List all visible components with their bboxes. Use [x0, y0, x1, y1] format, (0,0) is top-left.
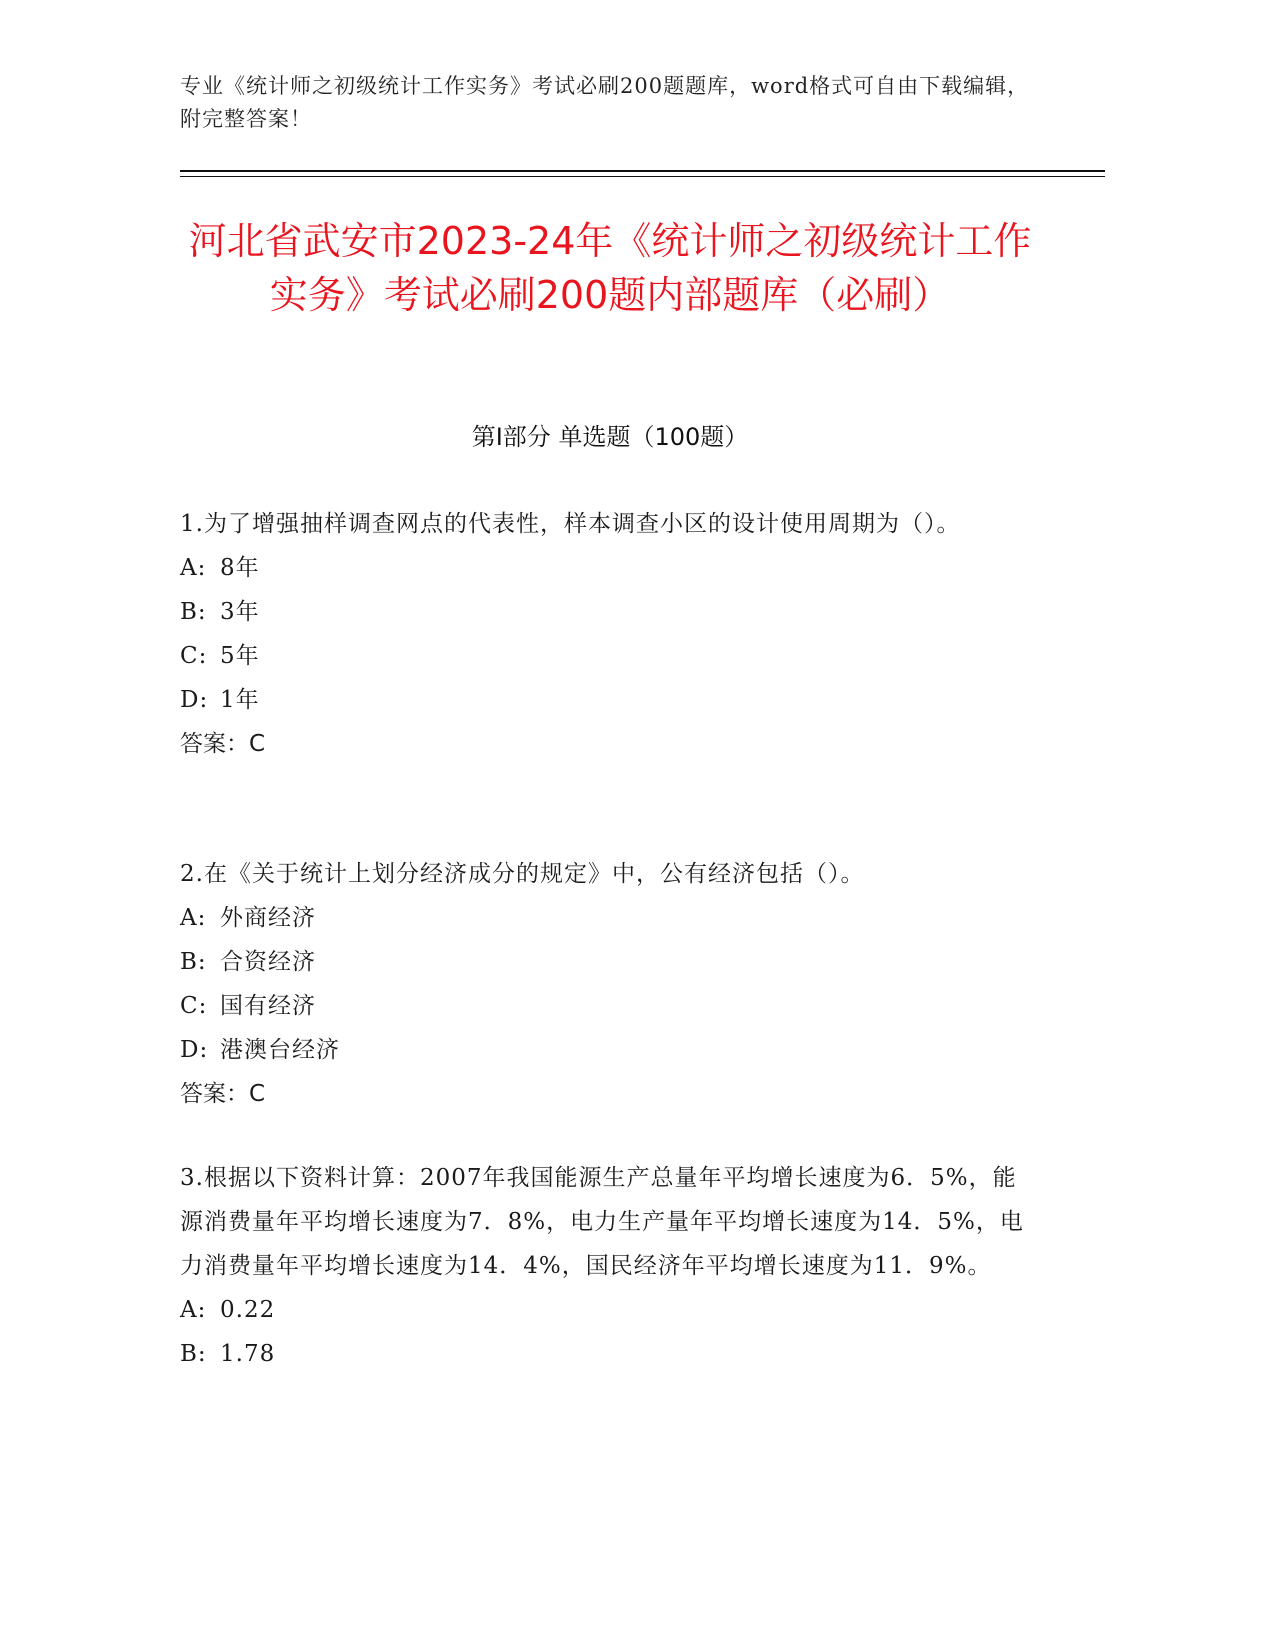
option-d — [180, 678, 1040, 722]
option-a — [180, 896, 1040, 940]
option-text: 合资经济 — [220, 949, 316, 975]
question-1 — [180, 502, 1040, 766]
option-key: A: — [180, 1297, 207, 1323]
header-divider-thin — [180, 176, 1105, 177]
question-stem: 3.根据以下资料计算：2007年我国能源生产总量年平均增长速度为6．5%，能源消费量年平均增长速度为7．8%，电力生产量年平均增长速度为14．5%，电力消费量年平均增长速度为14．4%，国民经济年平均增长速度为11．9%。 — [180, 1165, 1024, 1279]
header-note: 专业《统计师之初级统计工作实务》考试必刷200题题库，word格式可自由下载编辑，附完整答案！ — [180, 74, 1030, 131]
option-c — [180, 634, 1040, 678]
option-text: 国有经济 — [220, 993, 316, 1019]
option-text: 港澳台经济 — [220, 1037, 340, 1063]
option-key: A: — [180, 555, 207, 581]
section-heading: 第Ⅰ部分 单选题（100题） — [471, 423, 749, 451]
option-b — [180, 1332, 1040, 1376]
answer-line: 答案：C — [180, 1081, 266, 1107]
question-2 — [180, 852, 1040, 1116]
option-key: B: — [180, 949, 207, 975]
option-text: 0.22 — [220, 1297, 276, 1323]
option-key: A: — [180, 905, 207, 931]
header-divider-thick — [180, 170, 1105, 172]
option-text: 外商经济 — [220, 905, 316, 931]
document-title: 河北省武安市2023-24年《统计师之初级统计工作实务》考试必刷200题内部题库（必刷） — [188, 219, 1032, 317]
option-a — [180, 1288, 1040, 1332]
question-3 — [180, 1156, 1040, 1376]
option-text: 5年 — [220, 643, 260, 669]
question-stem: 2.在《关于统计上划分经济成分的规定》中，公有经济包括（）。 — [180, 861, 865, 887]
option-key: B: — [180, 599, 207, 625]
answer-line: 答案：C — [180, 731, 266, 757]
option-key: B: — [180, 1341, 207, 1367]
option-key: C: — [180, 993, 208, 1019]
option-d — [180, 1028, 1040, 1072]
option-a — [180, 546, 1040, 590]
option-key: C: — [180, 643, 208, 669]
option-text: 1年 — [220, 687, 260, 713]
option-key: D: — [180, 687, 209, 713]
option-text: 1.78 — [220, 1341, 276, 1367]
option-b — [180, 940, 1040, 984]
option-c — [180, 984, 1040, 1028]
option-text: 8年 — [220, 555, 260, 581]
option-text: 3年 — [220, 599, 260, 625]
option-b — [180, 590, 1040, 634]
question-stem: 1.为了增强抽样调查网点的代表性，样本调查小区的设计使用周期为（）。 — [180, 511, 961, 537]
option-key: D: — [180, 1037, 209, 1063]
